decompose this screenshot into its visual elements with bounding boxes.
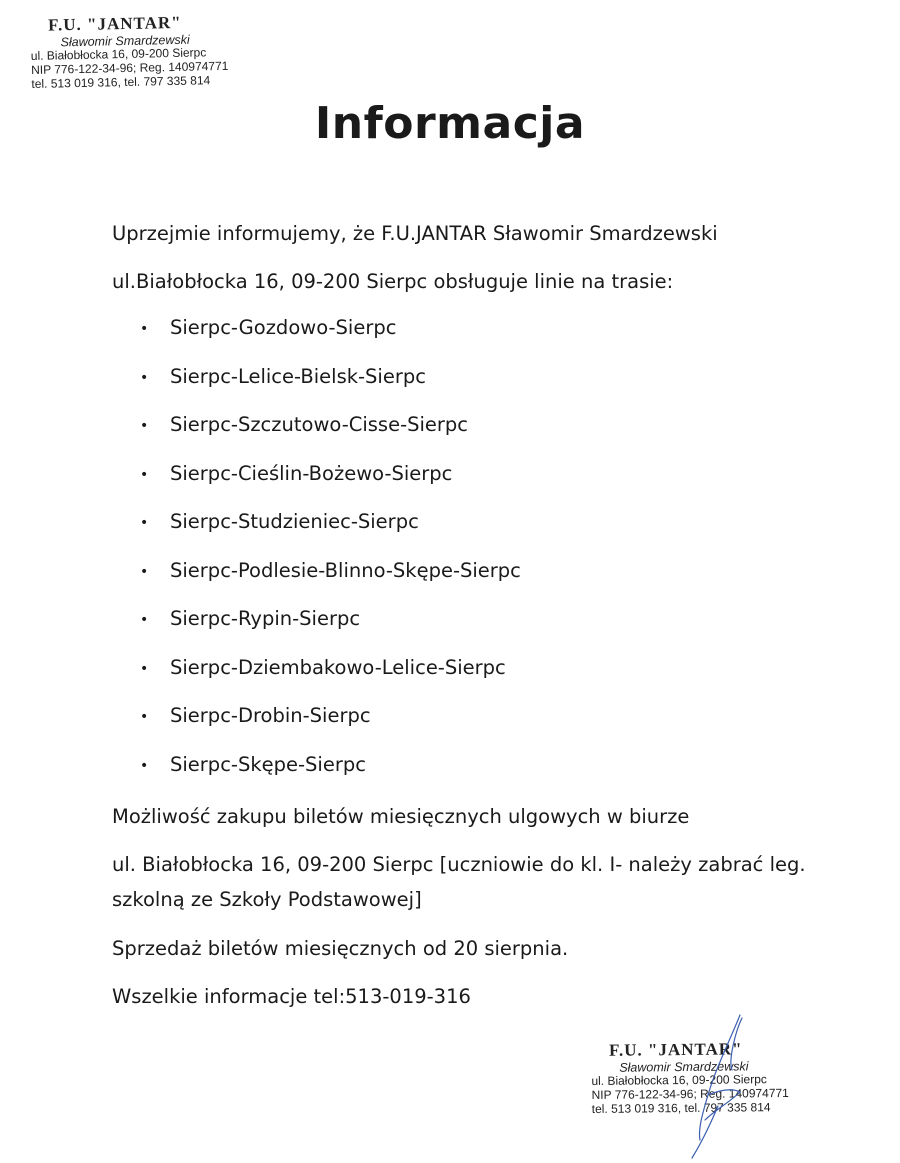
route-list-item: [140, 413, 521, 462]
intro-line-2: ul.Białobłocka 16, 09-200 Sierpc obsługuje linie na trasie:: [112, 270, 674, 293]
routes-list: [140, 316, 521, 801]
route-name: Sierpc-Szczutowo-Cisse-Sierpc: [170, 413, 469, 436]
stamp-phones: tel. 513 019 316, tel. 797 335 814: [591, 1099, 771, 1116]
bullet-icon: •: [140, 369, 149, 386]
route-list-item: [140, 365, 521, 414]
company-stamp-bottom: [591, 1039, 789, 1116]
stamp-company-name: F.U. "JANTAR": [47, 12, 182, 35]
route-name: Sierpc-Gozdowo-Sierpc: [170, 316, 397, 339]
route-list-item: [140, 753, 521, 802]
route-name: Sierpc-Cieślin-Bożewo-Sierpc: [170, 461, 453, 485]
stamp-phones: tel. 513 019 316, tel. 797 335 814: [31, 72, 211, 91]
route-list-item: [140, 656, 521, 705]
route-list-item: [140, 316, 521, 365]
route-list-item: [140, 462, 521, 511]
route-name: Sierpc-Lelice-Bielsk-Sierpc: [170, 364, 426, 388]
bullet-icon: •: [140, 563, 149, 580]
route-name: Sierpc-Podlesie-Blinno-Skępe-Sierpc: [170, 558, 521, 582]
route-list-item: [140, 704, 521, 753]
contact-info-line: Wszelkie informacje tel:513-019-316: [112, 985, 471, 1008]
bullet-icon: •: [140, 466, 149, 483]
stamp-ids: NIP 776-122-34-96; Reg. 140974771: [591, 1085, 789, 1102]
route-name: Sierpc-Rypin-Sierpc: [170, 607, 361, 630]
stamp-ids: NIP 776-122-34-96; Reg. 140974771: [30, 58, 229, 77]
bullet-icon: •: [140, 418, 149, 434]
route-list-item: [140, 607, 521, 656]
page-title: Informacja: [314, 98, 586, 149]
bullet-icon: •: [140, 709, 149, 725]
route-name: Sierpc-Dziembakowo-Lelice-Sierpc: [170, 655, 506, 679]
tickets-line-2: ul. Białobłocka 16, 09-200 Sierpc [uczniowie do kl. I- należy zabrać leg.: [112, 853, 806, 876]
bullet-icon: •: [140, 757, 149, 774]
bullet-icon: •: [140, 660, 149, 677]
stamp-company-name: F.U. "JANTAR": [608, 1039, 743, 1060]
stamp-address: ul. Białobłocka 16, 09-200 Sierpc: [591, 1072, 767, 1088]
bullet-icon: •: [140, 612, 149, 628]
route-name: Sierpc-Skępe-Sierpc: [170, 752, 366, 776]
route-list-item: [140, 510, 521, 559]
stamp-owner-name: Sławomir Smardzewski: [60, 32, 190, 49]
stamp-address: ul. Białobłocka 16, 09-200 Sierpc: [30, 45, 207, 63]
route-list-item: [140, 559, 521, 608]
company-stamp-top: [30, 12, 229, 91]
route-name: Sierpc-Drobin-Sierpc: [170, 704, 371, 727]
tickets-line-1: Możliwość zakupu biletów miesięcznych ulgowych w biurze: [112, 805, 690, 828]
tickets-line-3: szkolną ze Szkoły Podstawowej]: [112, 888, 422, 911]
route-name: Sierpc-Studzieniec-Sierpc: [170, 510, 419, 533]
bullet-icon: •: [140, 321, 149, 337]
stamp-owner-name: Sławomir Smardzewski: [619, 1058, 749, 1075]
intro-line-1: Uprzejmie informujemy, że F.U.JANTAR Sławomir Smardzewski: [112, 222, 718, 245]
bullet-icon: •: [140, 515, 149, 531]
sale-info-line: Sprzedaż biletów miesięcznych od 20 sierpnia.: [112, 937, 569, 960]
